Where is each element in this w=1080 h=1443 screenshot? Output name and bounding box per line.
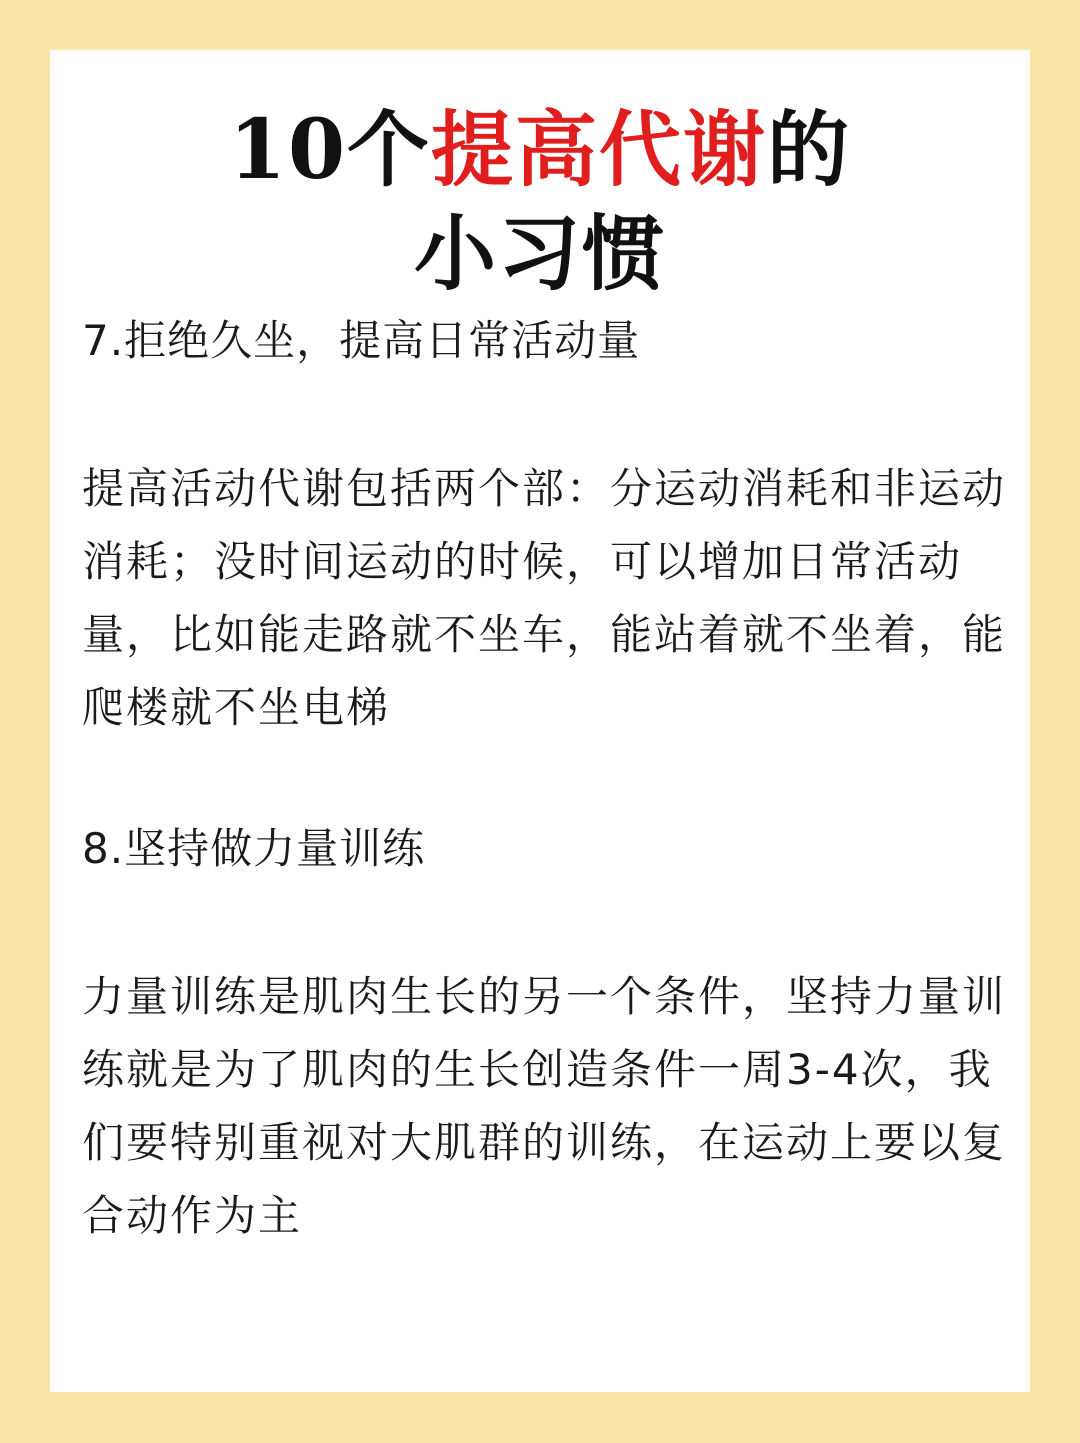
title-line-1 bbox=[0, 98, 1080, 202]
title-accent: 提高代谢 bbox=[431, 102, 768, 198]
title-suffix: 的 bbox=[767, 102, 852, 198]
section-body-8: 力量训练是肌肉生长的另一个条件，坚持力量训练就是为了肌肉的生长创造条件一周3-4次，我们要特别重视对大肌群的训练，在运动上要以复合动作为主 bbox=[82, 972, 1007, 1240]
title-prefix: 10个 bbox=[228, 102, 432, 198]
section-heading-7: 7.拒绝久坐，提高日常活动量 bbox=[82, 316, 641, 365]
title-line-2: 小习惯 bbox=[413, 206, 666, 302]
section-body-7: 提高活动代谢包括两个部：分运动消耗和非运动消耗；没时间运动的时候，可以增加日常活动量，比如能走路就不坐车，能站着就不坐着，能爬楼就不坐电梯 bbox=[82, 464, 1007, 732]
section-heading-8: 8.坚持做力量训练 bbox=[82, 824, 426, 873]
page-title bbox=[0, 98, 1080, 306]
